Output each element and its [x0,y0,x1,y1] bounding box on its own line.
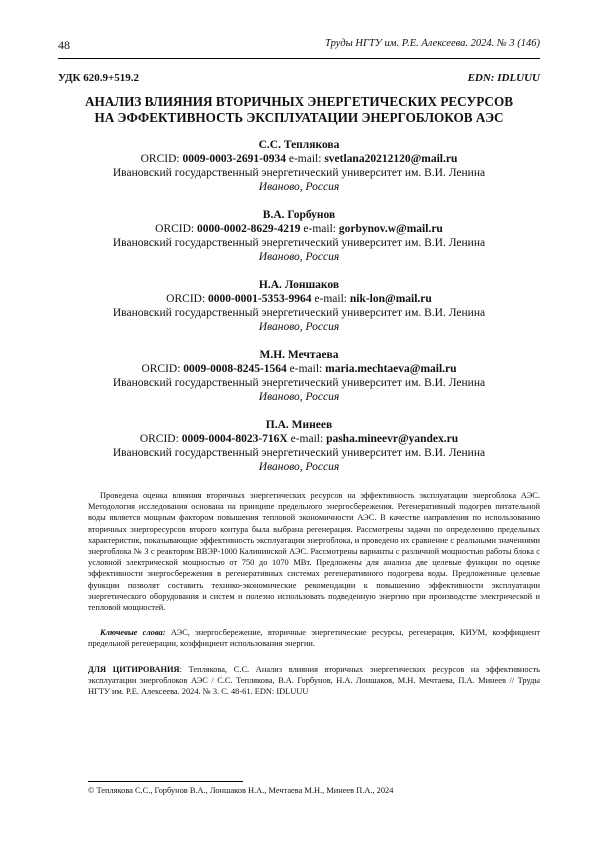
orcid-id: 0009-0008-8245-1564 [183,363,287,375]
orcid-id: 0009-0004-8023-716X [181,433,288,445]
orcid-id: 0009-0003-2691-0934 [182,153,286,165]
author-name: П.А. Минеев [265,419,333,431]
orcid-label: ORCID: [139,433,182,445]
author-name: С.С. Теплякова [258,139,340,151]
orcid-label: ORCID: [141,363,184,375]
author-name: В.А. Горбунов [262,209,336,221]
author-contacts [58,152,540,166]
author-affiliation: Ивановский государственный энергетический университет им. В.И. Ленина [112,377,486,389]
author-affiliation: Ивановский государственный энергетический университет им. В.И. Ленина [112,447,486,459]
classification-line [58,72,540,86]
edn-code: EDN: IDLUUU [467,72,540,84]
citation [88,664,540,698]
header-rule [58,58,540,59]
orcid-id: 0000-0002-8629-4219 [197,223,301,235]
orcid-label: ORCID: [166,293,209,305]
email-label: e-mail: [285,153,325,165]
keywords-label: Ключевые слова: [100,628,166,637]
udk-code: УДК 620.9+519.2 [58,72,140,84]
abstract: Проведена оценка влияния вторичных энергетических ресурсов на эффективность эксплуатации энергоблока АЭС. Методология исследования основана на принципе предельного энергосбережения. Регенеративный подогрев питательной воды является мощным фактором повышения тепловой экономичности АЭС. В качестве направления по использованию вторичных энергоресурсов второго контура была выбрана регенерация. Рассмотрены задачи по определению предельных характеристик, показывающие эффективность эксплуатации энергоблока, и проведено их сравнение с реальными значениями энергоблока № 3 с реактором ВВЭР-1000 Калининской АЭС. Рассмотрены варианты с различной мощностью работы блока с условной электрической мощностью от 750 до 1070 МВт. Предложены для анализа две целевые функции по оценке эффективности энергосбережения в регенеративных системах регенеративного подогрева воды. Предложенные целевые функции позволят составить технико-экономические рекомендации к повышению эффективности эксплуатации энергетического оборудования и систем и полезно использовать подведенную энергию при производстве электрической и тепловой мощностей. [88,491,540,613]
author-block [58,138,540,208]
copyright-note: © Теплякова С.С., Горбунов В.А., Лоншаков Н.А., Мечтаева М.Н., Минеев П.А., 2024 [88,786,394,795]
author-name: М.Н. Мечтаева [259,349,339,361]
citation-label: ДЛЯ ЦИТИРОВАНИЯ [88,665,180,674]
running-header [58,38,540,52]
title-line-1: АНАЛИЗ ВЛИЯНИЯ ВТОРИЧНЫХ ЭНЕРГЕТИЧЕСКИХ РЕСУРСОВ [84,94,513,109]
email-address: gorbynov.w@mail.ru [338,223,443,235]
email-label: e-mail: [286,363,326,375]
author-list [58,138,540,488]
author-block [58,418,540,488]
author-affiliation: Ивановский государственный энергетический университет им. В.И. Ленина [112,307,486,319]
author-city: Иваново, Россия [258,181,340,193]
email-address: maria.mechtaeva@mail.ru [325,363,457,375]
author-contacts [58,292,540,306]
email-label: e-mail: [287,433,327,445]
journal-title: Труды НГТУ им. Р.Е. Алексеева. 2024. № 3 (146) [325,38,540,49]
author-contacts [58,222,540,236]
email-label: e-mail: [311,293,350,305]
author-block [58,208,540,278]
author-name: Н.А. Лоншаков [258,279,340,291]
email-address: nik-lon@mail.ru [349,293,432,305]
title-line-2: НА ЭФФЕКТИВНОСТЬ ЭКСПЛУАТАЦИИ ЭНЕРГОБЛОКОВ АЭС [94,110,504,125]
keywords [88,627,540,649]
author-city: Иваново, Россия [258,391,340,403]
footnote-rule [88,781,243,782]
page-number: 48 [58,38,70,52]
author-block [58,348,540,418]
email-address: svetlana20212120@mail.ru [324,153,458,165]
keywords-text: АЭС, энергосбережение, вторичные энергетические ресурсы, регенерация, КИУМ, коэффициент предельной регенерации, коэффициент использования энергии. [88,628,540,649]
author-affiliation: Ивановский государственный энергетический университет им. В.И. Ленина [112,167,486,179]
email-label: e-mail: [300,223,339,235]
author-contacts [58,432,540,446]
orcid-label: ORCID: [140,153,183,165]
article-title [58,94,540,126]
author-affiliation: Ивановский государственный энергетический университет им. В.И. Ленина [112,237,486,249]
author-city: Иваново, Россия [258,321,340,333]
author-city: Иваново, Россия [258,251,340,263]
email-address: pasha.mineevr@yandex.ru [326,433,459,445]
orcid-label: ORCID: [155,223,198,235]
citation-text: : Теплякова, С.С. Анализ влияния вторичных энергетических ресурсов на эффективность эксплуатации энергоблоков АЭС / С.С. Теплякова, В.А. Горбунов, Н.А. Лоншаков, М.Н. Мечтаева, П.А. Минеев // Труды НГТУ им. Р.Е. Алексеева. 2024. № 3. С. 48-61. EDN: IDLUUU [88,665,540,697]
orcid-id: 0000-0001-5353-9964 [208,293,312,305]
author-contacts [58,362,540,376]
author-block [58,278,540,348]
author-city: Иваново, Россия [258,461,340,473]
